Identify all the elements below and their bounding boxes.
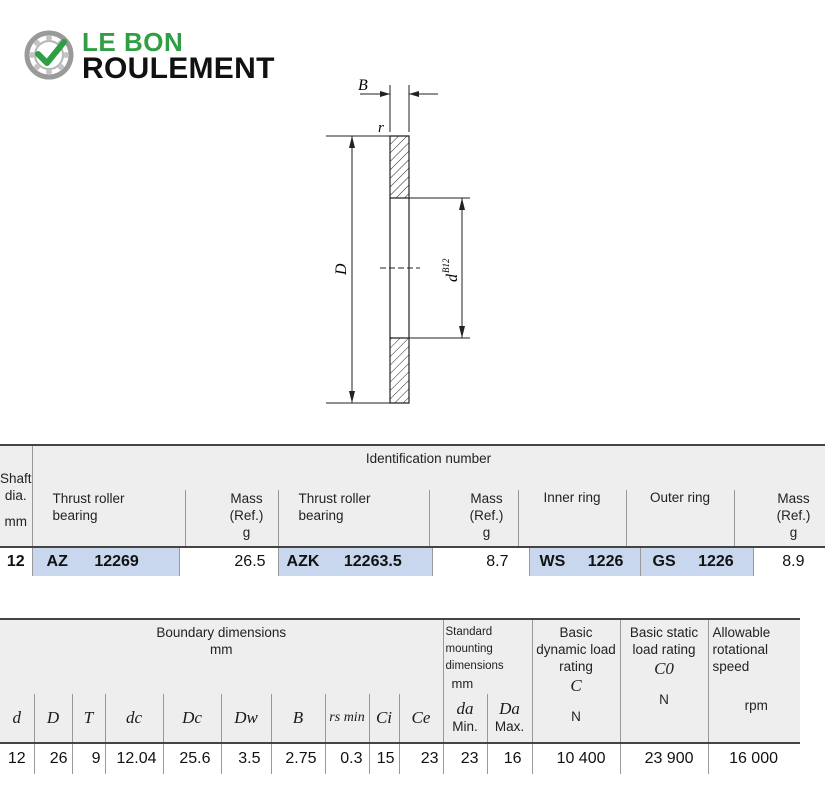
symbol-rs-min: rs min bbox=[325, 694, 369, 742]
bearing-prefix: AZ bbox=[46, 553, 68, 570]
value-da: 23 bbox=[443, 744, 487, 774]
value-Ce: 23 bbox=[399, 744, 443, 774]
value-Dw: 3.5 bbox=[221, 744, 271, 774]
symbol-B: B bbox=[271, 694, 325, 742]
value-Ci: 15 bbox=[369, 744, 399, 774]
symbol-Da: Da bbox=[499, 699, 520, 718]
mass-unit-3: g bbox=[789, 525, 798, 540]
symbol-d: d bbox=[0, 694, 34, 742]
value-rs-min: 0.3 bbox=[325, 744, 369, 774]
mounting-header: Standard mounting dimensions bbox=[445, 626, 504, 672]
value-dc: 12.04 bbox=[105, 744, 163, 774]
inner-ring-header: Inner ring bbox=[519, 490, 627, 546]
symbol-Ci: Ci bbox=[369, 694, 399, 742]
boundary-header: Boundary dimensions bbox=[156, 625, 287, 640]
mass-value-3: 8.9 bbox=[782, 553, 805, 570]
dim-D-label: D bbox=[333, 263, 350, 275]
mass-header-3: Mass (Ref.) bbox=[776, 491, 811, 523]
symbol-D: D bbox=[34, 694, 72, 742]
inner-prefix: WS bbox=[539, 553, 566, 570]
dimensions-table bbox=[0, 618, 800, 774]
thrust-number: 12263.5 bbox=[343, 553, 402, 570]
symbol-Dc: Dc bbox=[163, 694, 221, 742]
static-unit: N bbox=[659, 692, 669, 707]
speed-unit: rpm bbox=[744, 698, 768, 713]
value-B: 2.75 bbox=[271, 744, 325, 774]
mounting-unit: mm bbox=[451, 676, 474, 691]
symbol-da: da bbox=[456, 699, 474, 718]
mass-header-2: Mass (Ref.) bbox=[469, 491, 504, 523]
dim-b-label: B bbox=[358, 77, 368, 94]
boundary-unit: mm bbox=[210, 642, 233, 657]
table-row bbox=[0, 744, 800, 774]
static-symbol: C0 bbox=[654, 659, 674, 678]
shaft-dia-label: Shaft dia. bbox=[0, 471, 32, 503]
bearing-number: 12269 bbox=[94, 553, 139, 570]
speed-header: Allowable rotational speed bbox=[712, 625, 771, 674]
dynamic-load-header: Basic dynamic load rating bbox=[536, 625, 616, 674]
outer-prefix: GS bbox=[652, 553, 676, 570]
inner-number: 1226 bbox=[587, 553, 624, 570]
brand-line-2: ROULEMENT bbox=[82, 52, 275, 85]
mass-value-1: 26.5 bbox=[179, 548, 278, 576]
outer-ring-header: Outer ring bbox=[627, 490, 735, 546]
value-d: 12 bbox=[0, 744, 34, 774]
mass-header-1: Mass (Ref.) bbox=[229, 491, 264, 523]
value-Dc: 25.6 bbox=[163, 744, 221, 774]
value-Da: 16 bbox=[487, 744, 532, 774]
symbol-Dw: Dw bbox=[221, 694, 271, 742]
da-max-label: Max. bbox=[494, 719, 525, 734]
value-T: 9 bbox=[72, 744, 105, 774]
static-load-header: Basic static load rating bbox=[629, 625, 699, 657]
symbol-T: T bbox=[72, 694, 105, 742]
dynamic-unit: N bbox=[571, 709, 581, 724]
dim-d-label: d bbox=[444, 274, 461, 282]
bearing-check-icon bbox=[24, 30, 74, 80]
shaft-unit: mm bbox=[4, 514, 28, 529]
value-dynamic-load: 10 400 bbox=[532, 744, 620, 774]
mass-unit-1: g bbox=[242, 525, 251, 540]
value-D: 26 bbox=[34, 744, 72, 774]
value-static-load: 23 900 bbox=[620, 744, 708, 774]
brand-logo bbox=[24, 28, 304, 84]
da-min-label: Min. bbox=[452, 719, 478, 734]
value-speed: 16 000 bbox=[729, 750, 778, 767]
dynamic-symbol: C bbox=[570, 676, 582, 695]
washer-drawing bbox=[320, 70, 490, 420]
identification-header: Identification number bbox=[365, 451, 492, 466]
dim-d-tolerance: B12 bbox=[441, 258, 451, 273]
symbol-Ce: Ce bbox=[399, 694, 443, 742]
thrust-roller-bearing-header-2: Thrust roller bearing bbox=[298, 491, 371, 523]
symbol-dc: dc bbox=[105, 694, 163, 742]
shaft-value: 12 bbox=[0, 548, 32, 576]
thrust-roller-bearing-header: Thrust roller bearing bbox=[52, 491, 125, 523]
thrust-prefix: AZK bbox=[286, 553, 320, 570]
dim-r-label: r bbox=[378, 120, 384, 136]
identification-table bbox=[0, 444, 825, 576]
mass-value-2: 8.7 bbox=[432, 548, 529, 576]
brand-line-1: LE BON bbox=[82, 27, 184, 57]
outer-number: 1226 bbox=[698, 553, 734, 570]
mass-unit-2: g bbox=[482, 525, 491, 540]
table-row bbox=[0, 548, 825, 576]
